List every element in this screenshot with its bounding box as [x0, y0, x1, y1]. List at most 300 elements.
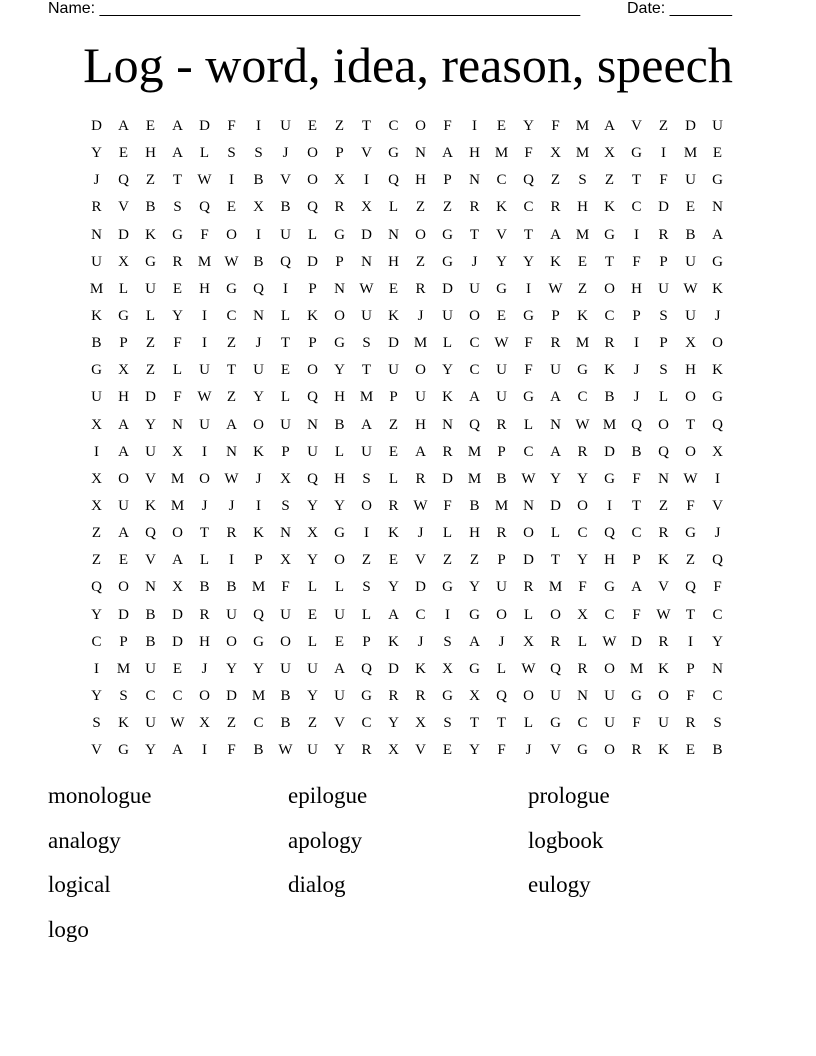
grid-letter[interactable]: L — [523, 606, 534, 623]
grid-letter[interactable]: S — [173, 199, 182, 216]
grid-letter[interactable]: H — [388, 253, 399, 270]
grid-letter[interactable]: U — [118, 498, 129, 515]
grid-letter[interactable]: V — [496, 226, 507, 243]
grid-letter[interactable]: O — [334, 308, 345, 325]
grid-letter[interactable]: X — [253, 199, 264, 216]
grid-letter[interactable]: K — [550, 253, 561, 270]
grid-letter[interactable]: K — [658, 660, 669, 677]
grid-letter[interactable]: G — [361, 688, 372, 705]
grid-letter[interactable]: Q — [712, 552, 723, 569]
grid-letter[interactable]: C — [469, 362, 480, 379]
grid-letter[interactable]: Y — [334, 362, 345, 379]
grid-letter[interactable]: D — [172, 633, 183, 650]
grid-letter[interactable]: J — [714, 525, 721, 542]
grid-letter[interactable]: R — [550, 199, 561, 216]
grid-letter[interactable]: K — [118, 715, 129, 732]
grid-letter[interactable]: D — [118, 606, 129, 623]
grid-letter[interactable]: X — [712, 443, 723, 460]
grid-letter[interactable]: N — [253, 308, 264, 325]
grid-letter[interactable]: U — [91, 253, 102, 270]
grid-letter[interactable]: D — [361, 226, 372, 243]
grid-letter[interactable]: O — [685, 443, 696, 460]
grid-letter[interactable]: C — [577, 525, 588, 542]
grid-letter[interactable]: X — [523, 633, 534, 650]
grid-letter[interactable]: X — [91, 498, 102, 515]
grid-letter[interactable]: Z — [685, 552, 696, 569]
grid-letter[interactable]: Q — [307, 470, 318, 487]
grid-letter[interactable]: G — [442, 253, 453, 270]
grid-letter[interactable]: V — [658, 579, 669, 596]
grid-letter[interactable]: U — [253, 362, 264, 379]
grid-letter[interactable]: Y — [469, 579, 480, 596]
grid-letter[interactable]: F — [659, 172, 668, 189]
grid-letter[interactable]: N — [658, 470, 669, 487]
grid-letter[interactable]: C — [523, 443, 534, 460]
grid-letter[interactable]: G — [523, 389, 534, 406]
grid-letter[interactable]: S — [578, 172, 587, 189]
grid-letter[interactable]: R — [658, 525, 669, 542]
grid-letter[interactable]: L — [145, 308, 156, 325]
grid-letter[interactable]: Z — [226, 335, 237, 352]
grid-letter[interactable]: B — [145, 606, 156, 623]
grid-letter[interactable]: X — [91, 416, 102, 433]
grid-letter[interactable]: O — [523, 525, 534, 542]
grid-letter[interactable]: I — [256, 498, 261, 515]
grid-letter[interactable]: B — [91, 335, 102, 352]
grid-letter[interactable]: P — [335, 253, 344, 270]
grid-letter[interactable]: C — [145, 688, 156, 705]
grid-letter[interactable]: L — [199, 145, 210, 162]
grid-letter[interactable]: J — [282, 145, 289, 162]
grid-letter[interactable]: G — [442, 226, 453, 243]
grid-letter[interactable]: F — [686, 498, 695, 515]
grid-letter[interactable]: K — [253, 525, 264, 542]
grid-letter[interactable]: C — [631, 525, 642, 542]
grid-letter[interactable]: E — [334, 633, 345, 650]
grid-letter[interactable]: I — [202, 742, 207, 759]
grid-letter[interactable]: Y — [523, 253, 534, 270]
grid-letter[interactable]: E — [307, 606, 318, 623]
grid-letter[interactable]: O — [550, 606, 561, 623]
grid-letter[interactable]: K — [388, 308, 399, 325]
grid-letter[interactable]: I — [715, 470, 720, 487]
grid-letter[interactable]: Z — [577, 280, 588, 297]
grid-letter[interactable]: C — [712, 688, 723, 705]
grid-letter[interactable]: M — [602, 416, 617, 433]
grid-letter[interactable]: C — [577, 389, 588, 406]
grid-letter[interactable]: Y — [145, 416, 156, 433]
grid-letter[interactable]: U — [307, 660, 318, 677]
grid-letter[interactable]: E — [712, 145, 723, 162]
grid-letter[interactable]: M — [116, 660, 131, 677]
grid-letter[interactable]: E — [118, 145, 129, 162]
grid-letter[interactable]: U — [361, 443, 372, 460]
grid-letter[interactable]: U — [388, 362, 399, 379]
grid-letter[interactable]: V — [361, 145, 372, 162]
grid-letter[interactable]: V — [712, 498, 723, 515]
grid-letter[interactable]: E — [280, 362, 291, 379]
grid-letter[interactable]: T — [361, 118, 372, 135]
grid-letter[interactable]: B — [253, 742, 264, 759]
grid-letter[interactable]: B — [226, 579, 237, 596]
date-field-label[interactable]: Date: _______ — [627, 0, 732, 17]
grid-letter[interactable]: M — [575, 145, 590, 162]
grid-letter[interactable]: Q — [658, 443, 669, 460]
grid-letter[interactable]: N — [145, 579, 156, 596]
grid-letter[interactable]: R — [172, 253, 183, 270]
grid-letter[interactable]: T — [361, 362, 372, 379]
grid-letter[interactable]: G — [145, 253, 156, 270]
grid-letter[interactable]: M — [629, 660, 644, 677]
grid-letter[interactable]: R — [631, 742, 642, 759]
grid-letter[interactable]: R — [577, 443, 588, 460]
grid-letter[interactable]: P — [632, 308, 641, 325]
grid-letter[interactable]: R — [226, 525, 237, 542]
grid-letter[interactable]: R — [550, 335, 561, 352]
grid-letter[interactable]: M — [251, 579, 266, 596]
grid-letter[interactable]: G — [226, 280, 237, 297]
grid-letter[interactable]: L — [442, 335, 453, 352]
grid-letter[interactable]: U — [550, 688, 561, 705]
grid-letter[interactable]: G — [469, 660, 480, 677]
grid-letter[interactable]: Y — [226, 660, 237, 677]
grid-letter[interactable]: L — [334, 443, 345, 460]
grid-letter[interactable]: Y — [388, 579, 399, 596]
grid-letter[interactable]: Y — [550, 470, 561, 487]
grid-letter[interactable]: D — [442, 470, 453, 487]
grid-letter[interactable]: I — [445, 606, 450, 623]
grid-letter[interactable]: G — [334, 335, 345, 352]
grid-letter[interactable]: D — [550, 498, 561, 515]
grid-letter[interactable]: Z — [307, 715, 318, 732]
grid-letter[interactable]: K — [712, 362, 723, 379]
grid-letter[interactable]: L — [307, 226, 318, 243]
grid-letter[interactable]: Z — [415, 253, 426, 270]
grid-letter[interactable]: O — [226, 226, 237, 243]
grid-letter[interactable]: P — [659, 335, 668, 352]
grid-letter[interactable]: S — [362, 470, 371, 487]
grid-letter[interactable]: S — [92, 715, 101, 732]
grid-letter[interactable]: Y — [712, 633, 723, 650]
grid-letter[interactable]: Q — [280, 253, 291, 270]
grid-letter[interactable]: O — [577, 498, 588, 515]
grid-letter[interactable]: M — [548, 579, 563, 596]
grid-letter[interactable]: A — [388, 606, 399, 623]
grid-letter[interactable]: Y — [577, 470, 588, 487]
grid-letter[interactable]: W — [278, 742, 293, 759]
grid-letter[interactable]: K — [442, 389, 453, 406]
grid-letter[interactable]: Q — [307, 389, 318, 406]
grid-letter[interactable]: D — [388, 335, 399, 352]
grid-letter[interactable]: U — [604, 688, 615, 705]
grid-letter[interactable]: C — [523, 199, 534, 216]
grid-letter[interactable]: W — [602, 633, 617, 650]
grid-letter[interactable]: K — [712, 280, 723, 297]
grid-letter[interactable]: N — [91, 226, 102, 243]
grid-letter[interactable]: H — [199, 633, 210, 650]
grid-letter[interactable]: J — [255, 470, 262, 487]
grid-letter[interactable]: P — [389, 389, 398, 406]
grid-letter[interactable]: X — [334, 172, 345, 189]
grid-letter[interactable]: L — [577, 633, 588, 650]
grid-letter[interactable]: K — [91, 308, 102, 325]
grid-letter[interactable]: X — [172, 443, 183, 460]
grid-letter[interactable]: E — [172, 660, 183, 677]
grid-letter[interactable]: A — [118, 416, 129, 433]
grid-letter[interactable]: P — [254, 552, 263, 569]
grid-letter[interactable]: A — [469, 389, 480, 406]
grid-letter[interactable]: F — [632, 606, 641, 623]
grid-letter[interactable]: G — [334, 525, 345, 542]
grid-letter[interactable]: O — [361, 498, 372, 515]
grid-letter[interactable]: Q — [199, 199, 210, 216]
grid-letter[interactable]: E — [307, 118, 318, 135]
grid-letter[interactable]: O — [280, 633, 291, 650]
grid-letter[interactable]: C — [604, 606, 615, 623]
grid-letter[interactable]: N — [172, 416, 183, 433]
grid-letter[interactable]: U — [496, 389, 507, 406]
grid-letter[interactable]: Y — [334, 742, 345, 759]
grid-letter[interactable]: S — [659, 362, 668, 379]
grid-letter[interactable]: U — [280, 416, 291, 433]
grid-letter[interactable]: C — [469, 335, 480, 352]
grid-letter[interactable]: N — [307, 416, 318, 433]
grid-letter[interactable]: G — [442, 579, 453, 596]
grid-letter[interactable]: N — [280, 525, 291, 542]
grid-letter[interactable]: U — [334, 688, 345, 705]
grid-letter[interactable]: P — [632, 552, 641, 569]
grid-letter[interactable]: L — [280, 308, 291, 325]
grid-letter[interactable]: Z — [226, 389, 237, 406]
grid-letter[interactable]: R — [550, 633, 561, 650]
grid-letter[interactable]: S — [362, 579, 371, 596]
grid-letter[interactable]: A — [550, 389, 561, 406]
grid-letter[interactable]: D — [199, 118, 210, 135]
grid-letter[interactable]: D — [388, 660, 399, 677]
grid-letter[interactable]: L — [388, 470, 399, 487]
grid-letter[interactable]: L — [523, 416, 534, 433]
grid-letter[interactable]: I — [256, 118, 261, 135]
grid-letter[interactable]: S — [443, 633, 452, 650]
grid-letter[interactable]: V — [415, 552, 426, 569]
grid-letter[interactable]: L — [442, 525, 453, 542]
grid-letter[interactable]: O — [334, 552, 345, 569]
grid-letter[interactable]: Y — [307, 498, 318, 515]
grid-letter[interactable]: O — [658, 416, 669, 433]
grid-letter[interactable]: A — [118, 118, 129, 135]
grid-letter[interactable]: X — [577, 606, 588, 623]
grid-letter[interactable]: Q — [685, 579, 696, 596]
grid-letter[interactable]: T — [523, 226, 534, 243]
grid-letter[interactable]: I — [364, 525, 369, 542]
grid-letter[interactable]: U — [199, 416, 210, 433]
grid-letter[interactable]: R — [577, 660, 588, 677]
grid-letter[interactable]: X — [442, 660, 453, 677]
grid-letter[interactable]: G — [442, 688, 453, 705]
grid-letter[interactable]: O — [604, 660, 615, 677]
grid-letter[interactable]: G — [91, 362, 102, 379]
grid-letter[interactable]: M — [197, 253, 212, 270]
grid-letter[interactable]: B — [145, 633, 156, 650]
grid-letter[interactable]: U — [685, 253, 696, 270]
grid-letter[interactable]: N — [469, 172, 480, 189]
grid-letter[interactable]: O — [307, 172, 318, 189]
grid-letter[interactable]: L — [334, 579, 345, 596]
grid-letter[interactable]: Y — [145, 742, 156, 759]
grid-letter[interactable]: J — [633, 362, 640, 379]
grid-letter[interactable]: O — [604, 280, 615, 297]
grid-letter[interactable]: F — [632, 253, 641, 270]
grid-letter[interactable]: A — [550, 226, 561, 243]
grid-letter[interactable]: V — [145, 552, 156, 569]
grid-letter[interactable]: T — [469, 715, 480, 732]
grid-letter[interactable]: B — [253, 172, 264, 189]
grid-letter[interactable]: L — [307, 633, 318, 650]
grid-letter[interactable]: F — [173, 335, 182, 352]
grid-letter[interactable]: F — [524, 145, 533, 162]
grid-letter[interactable]: A — [334, 660, 345, 677]
grid-letter[interactable]: X — [361, 199, 372, 216]
grid-letter[interactable]: I — [94, 660, 99, 677]
grid-letter[interactable]: B — [631, 443, 642, 460]
grid-letter[interactable]: O — [199, 470, 210, 487]
grid-letter[interactable]: T — [280, 335, 291, 352]
grid-letter[interactable]: F — [200, 226, 209, 243]
grid-letter[interactable]: Q — [145, 525, 156, 542]
grid-letter[interactable]: R — [199, 606, 210, 623]
grid-letter[interactable]: R — [658, 633, 669, 650]
grid-letter[interactable]: X — [91, 470, 102, 487]
grid-letter[interactable]: Y — [307, 688, 318, 705]
grid-letter[interactable]: F — [632, 470, 641, 487]
grid-letter[interactable]: Q — [631, 416, 642, 433]
grid-letter[interactable]: J — [255, 335, 262, 352]
grid-letter[interactable]: D — [145, 389, 156, 406]
grid-letter[interactable]: U — [307, 742, 318, 759]
grid-letter[interactable]: Y — [523, 118, 534, 135]
grid-letter[interactable]: T — [199, 525, 210, 542]
grid-letter[interactable]: N — [415, 145, 426, 162]
grid-letter[interactable]: R — [442, 443, 453, 460]
grid-letter[interactable]: H — [604, 552, 615, 569]
grid-letter[interactable]: T — [631, 172, 642, 189]
grid-letter[interactable]: C — [172, 688, 183, 705]
grid-letter[interactable]: W — [656, 606, 671, 623]
grid-letter[interactable]: D — [226, 688, 237, 705]
grid-letter[interactable]: I — [607, 498, 612, 515]
grid-letter[interactable]: X — [199, 715, 210, 732]
grid-letter[interactable]: M — [413, 335, 428, 352]
grid-letter[interactable]: X — [307, 525, 318, 542]
grid-letter[interactable]: V — [91, 742, 102, 759]
grid-letter[interactable]: J — [525, 742, 532, 759]
grid-letter[interactable]: T — [496, 715, 507, 732]
grid-letter[interactable]: O — [712, 335, 723, 352]
grid-letter[interactable]: U — [685, 308, 696, 325]
grid-letter[interactable]: G — [631, 688, 642, 705]
grid-letter[interactable]: A — [442, 145, 453, 162]
grid-letter[interactable]: T — [226, 362, 237, 379]
grid-letter[interactable]: I — [526, 280, 531, 297]
grid-letter[interactable]: O — [118, 470, 129, 487]
grid-letter[interactable]: M — [494, 145, 509, 162]
grid-letter[interactable]: B — [280, 688, 291, 705]
grid-letter[interactable]: I — [229, 552, 234, 569]
grid-letter[interactable]: E — [388, 280, 399, 297]
grid-letter[interactable]: K — [307, 308, 318, 325]
grid-letter[interactable]: J — [417, 633, 424, 650]
grid-letter[interactable]: Y — [469, 742, 480, 759]
grid-letter[interactable]: O — [118, 579, 129, 596]
grid-letter[interactable]: R — [334, 199, 345, 216]
grid-letter[interactable]: M — [683, 145, 698, 162]
grid-letter[interactable]: L — [388, 199, 399, 216]
grid-letter[interactable]: Z — [550, 172, 561, 189]
grid-letter[interactable]: S — [227, 145, 236, 162]
grid-letter[interactable]: C — [415, 606, 426, 623]
grid-letter[interactable]: A — [361, 416, 372, 433]
grid-letter[interactable]: V — [118, 199, 129, 216]
grid-letter[interactable]: Y — [307, 552, 318, 569]
grid-letter[interactable]: B — [685, 226, 696, 243]
grid-letter[interactable]: U — [145, 660, 156, 677]
grid-letter[interactable]: Q — [712, 416, 723, 433]
grid-letter[interactable]: E — [496, 308, 507, 325]
grid-letter[interactable]: P — [119, 335, 128, 352]
grid-letter[interactable]: P — [119, 633, 128, 650]
grid-letter[interactable]: Y — [334, 498, 345, 515]
grid-letter[interactable]: I — [472, 118, 477, 135]
grid-letter[interactable]: B — [334, 416, 345, 433]
grid-letter[interactable]: Z — [658, 118, 669, 135]
grid-letter[interactable]: L — [658, 389, 669, 406]
grid-letter[interactable]: T — [550, 552, 561, 569]
grid-letter[interactable]: I — [661, 145, 666, 162]
grid-letter[interactable]: L — [172, 362, 183, 379]
grid-letter[interactable]: P — [362, 633, 371, 650]
grid-letter[interactable]: U — [550, 362, 561, 379]
grid-letter[interactable]: M — [89, 280, 104, 297]
grid-letter[interactable]: D — [91, 118, 102, 135]
grid-letter[interactable]: W — [521, 470, 536, 487]
grid-letter[interactable]: V — [415, 742, 426, 759]
grid-letter[interactable]: U — [658, 715, 669, 732]
grid-letter[interactable]: V — [631, 118, 642, 135]
grid-letter[interactable]: O — [604, 742, 615, 759]
grid-letter[interactable]: E — [145, 118, 156, 135]
grid-letter[interactable]: D — [523, 552, 534, 569]
grid-letter[interactable]: V — [334, 715, 345, 732]
grid-letter[interactable]: A — [118, 525, 129, 542]
grid-letter[interactable]: Z — [145, 335, 156, 352]
grid-letter[interactable]: N — [361, 253, 372, 270]
grid-letter[interactable]: W — [683, 280, 698, 297]
grid-letter[interactable]: U — [226, 606, 237, 623]
grid-letter[interactable]: L — [199, 552, 210, 569]
grid-letter[interactable]: U — [415, 389, 426, 406]
grid-letter[interactable]: P — [308, 335, 317, 352]
grid-letter[interactable]: K — [388, 525, 399, 542]
grid-letter[interactable]: R — [469, 199, 480, 216]
grid-letter[interactable]: U — [604, 715, 615, 732]
grid-letter[interactable]: Q — [118, 172, 129, 189]
grid-letter[interactable]: J — [417, 308, 424, 325]
grid-letter[interactable]: G — [712, 389, 723, 406]
grid-letter[interactable]: U — [145, 280, 156, 297]
grid-letter[interactable]: G — [604, 579, 615, 596]
grid-letter[interactable]: L — [550, 525, 561, 542]
grid-letter[interactable]: X — [172, 579, 183, 596]
